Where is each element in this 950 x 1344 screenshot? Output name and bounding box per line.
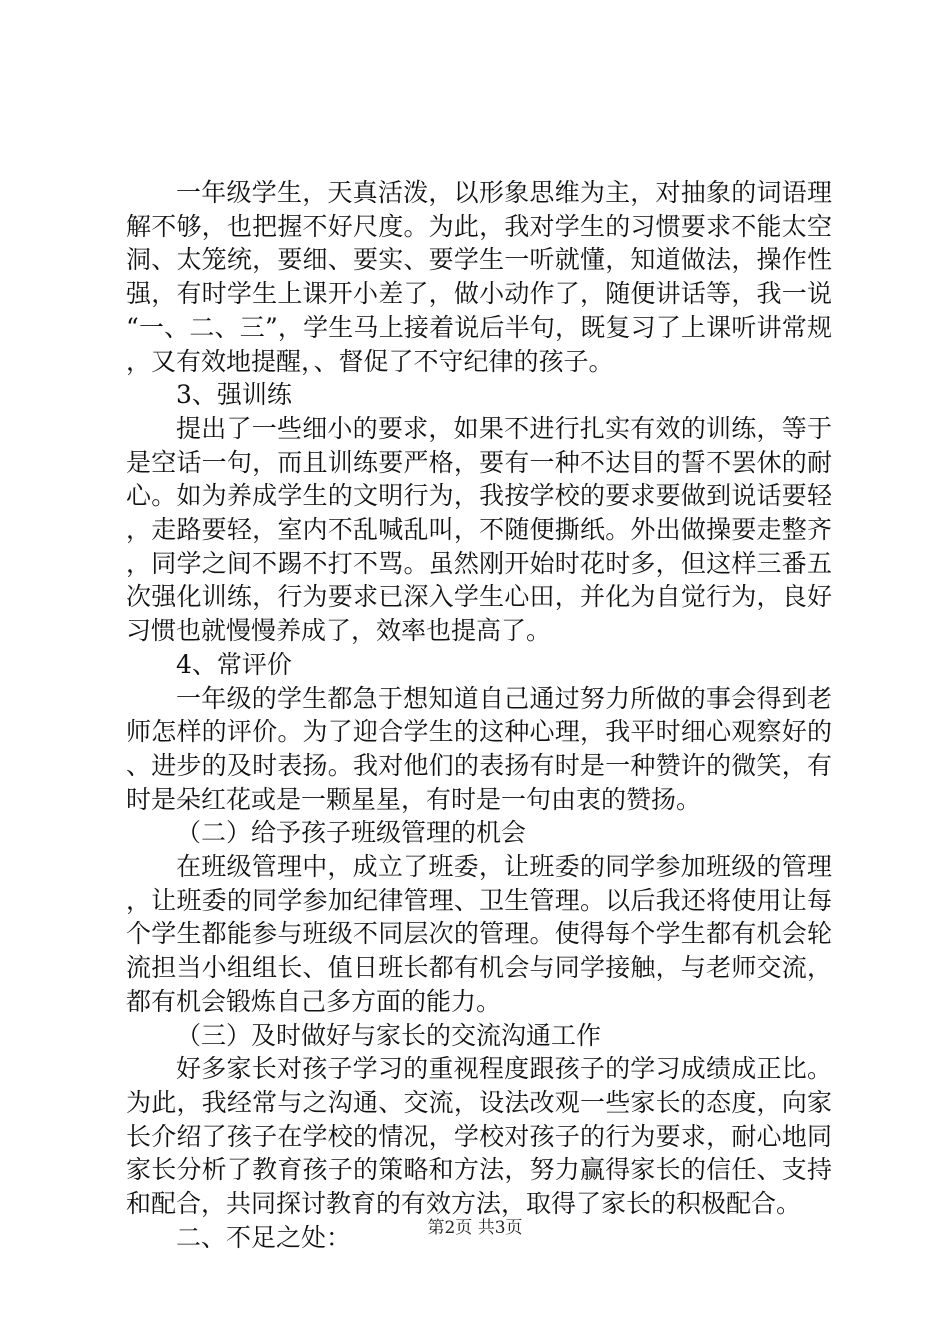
section-heading-parent-communication: （三）及时做好与家长的交流沟通工作 xyxy=(176,1020,602,1050)
paragraph-class-management: 在班级管理中，成立了班委，让班委的同学参加班级的管理，让班委的同学参加纪律管理、卫生管理。以后我还将使用让每个学生都能参与班级不同层次的管理。使得每个学生都有机会轮流担当小组组长、值日班长都有机会与同学接触，与老师交流，都有机会锻炼自己多方面的能力。 xyxy=(126,852,832,1016)
section-heading-strong-training: 3、强训练 xyxy=(176,380,292,410)
page-number-label: 第2页 共3页 xyxy=(427,1218,523,1238)
paragraph-habit-requirements: 一年级学生，天真活泼，以形象思维为主，对抽象的词语理解不够，也把握不好尺度。为此，我对学生的习惯要求不能太空洞、太笼统，要细、要实、要学生一听就懂，知道做法，操作性强，有时学生上课开小差了，做小动作了，随便讲话等，我一说“一、二、三”，学生马上接着说后半句，既复习了上课听讲常规，又有效地提醒，、督促了不守纪律的孩子。 xyxy=(126,178,832,376)
paragraph-frequent-evaluation: 一年级的学生都急于想知道自己通过努力所做的事会得到老师怎样的评价。为了迎合学生的这种心理，我平时细心观察好的、进步的及时表扬。我对他们的表扬有时是一种赞许的微笑，有时是朵红花或是一颗星星，有时是一句由衷的赞扬。 xyxy=(126,683,832,814)
page-footer xyxy=(0,1217,950,1239)
document-body xyxy=(126,176,832,1255)
section-heading-frequent-evaluation: 4、常评价 xyxy=(176,649,292,679)
paragraph-parent-communication: 好多家长对孩子学习的重视程度跟孩子的学习成绩成正比。为此，我经常与之沟通、交流，设法改观一些家长的态度，向家长介绍了孩子在学校的情况，学校对孩子的行为要求，耐心地同家长分析了教育孩子的策略和方法，努力赢得家长的信任、支持和配合，共同探讨教育的有效方法，取得了家长的积极配合。 xyxy=(126,1054,832,1219)
section-heading-shortcomings: 二、不足之处： xyxy=(176,1222,352,1252)
paragraph-strong-training: 提出了一些细小的要求，如果不进行扎实有效的训练，等于是空话一句，而且训练要严格，要有一种不达目的誓不罢休的耐心。如为养成学生的文明行为，我按学校的要求要做到说话要轻，走路要轻，室内不乱喊乱叫，不随便撕纸。外出做操要走整齐，同学之间不踢不打不骂。虽然刚开始时花时多，但这样三番五次强化训练，行为要求已深入学生心田，并化为自觉行为，良好习惯也就慢慢养成了，效率也提高了。 xyxy=(126,413,832,646)
section-heading-class-management: （二）给予孩子班级管理的机会 xyxy=(176,818,527,848)
